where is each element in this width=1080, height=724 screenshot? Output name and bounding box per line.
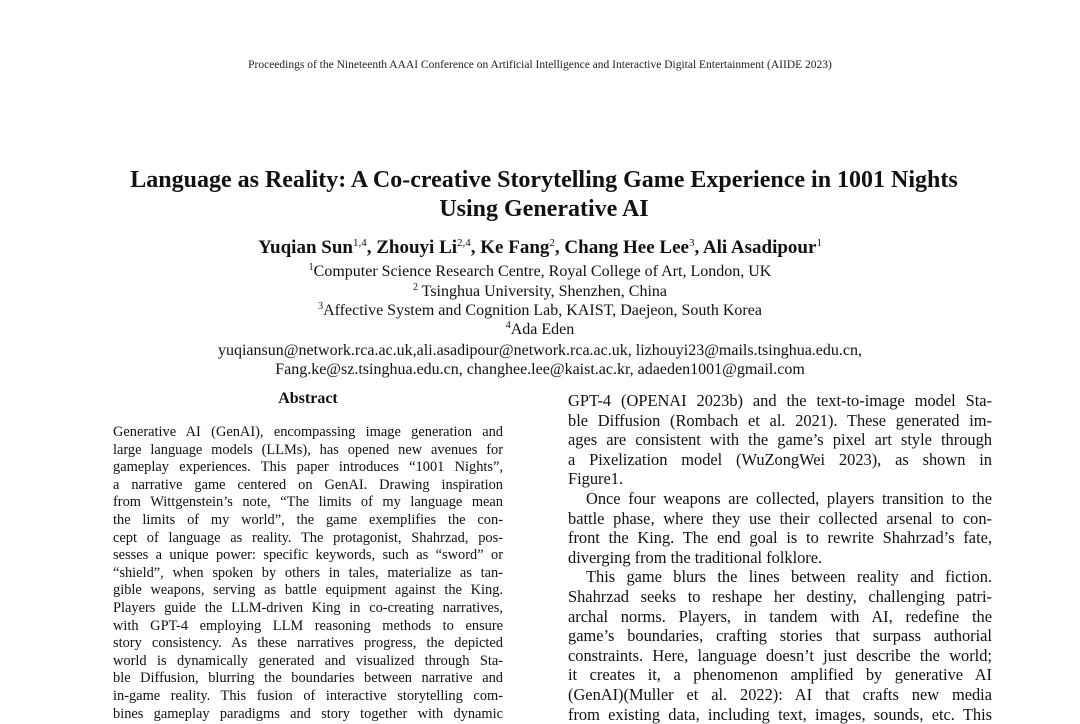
body-line: battle phase, where they use their collected arsenal to con- bbox=[568, 509, 992, 529]
body-line: ages are consistent with the game’s pixel art style through bbox=[568, 430, 992, 450]
abstract-line: story consistency. As these narratives progress, the depicted bbox=[113, 635, 503, 653]
abstract-line: world is dynamically generated and visualized through Sta- bbox=[113, 653, 503, 671]
abstract-line: large language models (LLMs), has opened new avenues for bbox=[113, 442, 503, 460]
abstract-line: ble Diffusion, blurring the boundaries between narrative and bbox=[113, 670, 503, 688]
body-line: Shahrzad seeks to reshape her destiny, challenging patri- bbox=[568, 587, 992, 607]
paper-title bbox=[80, 166, 1008, 224]
abstract-line: from Wittgenstein’s note, “The limits of my language mean bbox=[113, 494, 503, 512]
title-line: Using Generative AI bbox=[80, 195, 1008, 224]
email-line: yuqiansun@network.rca.ac.uk,ali.asadipour@network.rca.ac.uk, lizhouyi23@mails.tsinghua.edu.cn, bbox=[0, 341, 1080, 360]
running-header: Proceedings of the Nineteenth AAAI Conference on Artificial Intelligence and Interactive Digital Entertainment (AIIDE 2023) bbox=[0, 59, 1080, 71]
affiliation-text: Computer Science Research Centre, Royal College of Art, London, UK bbox=[314, 263, 772, 280]
author-name: Zhouyi Li bbox=[376, 237, 457, 258]
author-separator: , bbox=[367, 237, 377, 258]
abstract-line: cept of language as reality. The protagonist, Shahrzad, pos- bbox=[113, 530, 503, 548]
body-line: game’s boundaries, crafting stories that surpass authorial bbox=[568, 626, 992, 646]
body-column-right bbox=[568, 391, 992, 724]
body-line: a Pixelization model (WuZongWei 2023), as shown in bbox=[568, 450, 992, 470]
author-separator: , bbox=[694, 237, 702, 258]
body-line: from existing data, including text, images, sounds, etc. This bbox=[568, 705, 992, 724]
body-line: GPT-4 (OPENAI 2023b) and the text-to-image model Sta- bbox=[568, 391, 992, 411]
body-line: This game blurs the lines between reality and fiction. bbox=[568, 567, 992, 587]
author-name: Chang Hee Lee bbox=[564, 237, 689, 258]
body-paragraph bbox=[568, 489, 992, 567]
abstract-line: in-game reality. This fusion of interactive storytelling com- bbox=[113, 688, 503, 706]
affiliation bbox=[0, 301, 1080, 320]
affiliation-text: Ada Eden bbox=[511, 321, 575, 338]
affiliation bbox=[0, 262, 1080, 281]
abstract-line: “shield”, when spoken by others in tales, materialize as tan- bbox=[113, 565, 503, 583]
body-line: ble Diffusion (Rombach et al. 2021). These generated im- bbox=[568, 411, 992, 431]
abstract-line: the limits of my world”, the game exemplifies the con- bbox=[113, 512, 503, 530]
abstract-line: a narrative game centered on GenAI. Drawing inspiration bbox=[113, 477, 503, 495]
affiliation bbox=[0, 282, 1080, 301]
body-line: (GenAI)(Muller et al. 2022): AI that crafts new media bbox=[568, 685, 992, 705]
abstract-line: gameplay experiences. This paper introduces “1001 Nights”, bbox=[113, 459, 503, 477]
abstract-line: bines gameplay paradigms and story together with dynamic bbox=[113, 706, 503, 724]
body-line: it creates it, a phenomenon amplified by generative AI bbox=[568, 665, 992, 685]
author-name: Ali Asadipour bbox=[703, 237, 817, 258]
email-line: Fang.ke@sz.tsinghua.edu.cn, changhee.lee@kaist.ac.kr, adaeden1001@gmail.com bbox=[0, 360, 1080, 379]
author-separator: , bbox=[555, 237, 565, 258]
author-name: Ke Fang bbox=[480, 237, 549, 258]
abstract-line: sesses a unique power: specific keywords, such as “sword” or bbox=[113, 547, 503, 565]
body-line: Once four weapons are collected, players transition to the bbox=[568, 489, 992, 509]
author-list bbox=[0, 236, 1080, 260]
abstract-line: with GPT-4 employing LLM reasoning methods to ensure bbox=[113, 618, 503, 636]
affiliation-mark: 3 bbox=[318, 301, 323, 312]
abstract-line: Generative AI (GenAI), encompassing image generation and bbox=[113, 424, 503, 442]
affiliation-text: Affective System and Cognition Lab, KAIST, Daejeon, South Korea bbox=[323, 302, 762, 319]
affiliation-mark: 1 bbox=[309, 262, 314, 273]
author-affil-mark: 1 bbox=[816, 237, 822, 249]
abstract-line: gible weapons, serving as battle equipment against the King. bbox=[113, 582, 503, 600]
author-affil-mark: 3 bbox=[689, 237, 695, 249]
author-name: Yuqian Sun bbox=[258, 237, 353, 258]
body-line: archal norms. Players, in tandem with AI, redefine the bbox=[568, 607, 992, 627]
body-paragraph bbox=[568, 391, 992, 489]
affiliation bbox=[0, 320, 1080, 339]
body-line: diverging from the traditional folklore. bbox=[568, 548, 992, 568]
title-line: Language as Reality: A Co-creative Storytelling Game Experience in 1001 Nights bbox=[80, 166, 1008, 195]
body-line: front the King. The end goal is to rewrite Shahrzad’s fate, bbox=[568, 528, 992, 548]
abstract-body bbox=[113, 424, 503, 723]
affiliation-text: Tsinghua University, Shenzhen, China bbox=[418, 283, 667, 300]
body-paragraph bbox=[568, 567, 992, 724]
author-affil-mark: 2 bbox=[549, 237, 555, 249]
author-affil-mark: 2,4 bbox=[457, 237, 471, 249]
affiliation-mark: 2 bbox=[413, 282, 418, 293]
author-separator: , bbox=[471, 237, 481, 258]
affiliation-mark: 4 bbox=[506, 320, 511, 331]
author-affil-mark: 1,4 bbox=[353, 237, 367, 249]
body-line: constraints. Here, language doesn’t just describe the world; bbox=[568, 646, 992, 666]
abstract-heading: Abstract bbox=[113, 390, 503, 408]
body-line: Figure1. bbox=[568, 469, 992, 489]
abstract-line: Players guide the LLM-driven King in co-creating narratives, bbox=[113, 600, 503, 618]
